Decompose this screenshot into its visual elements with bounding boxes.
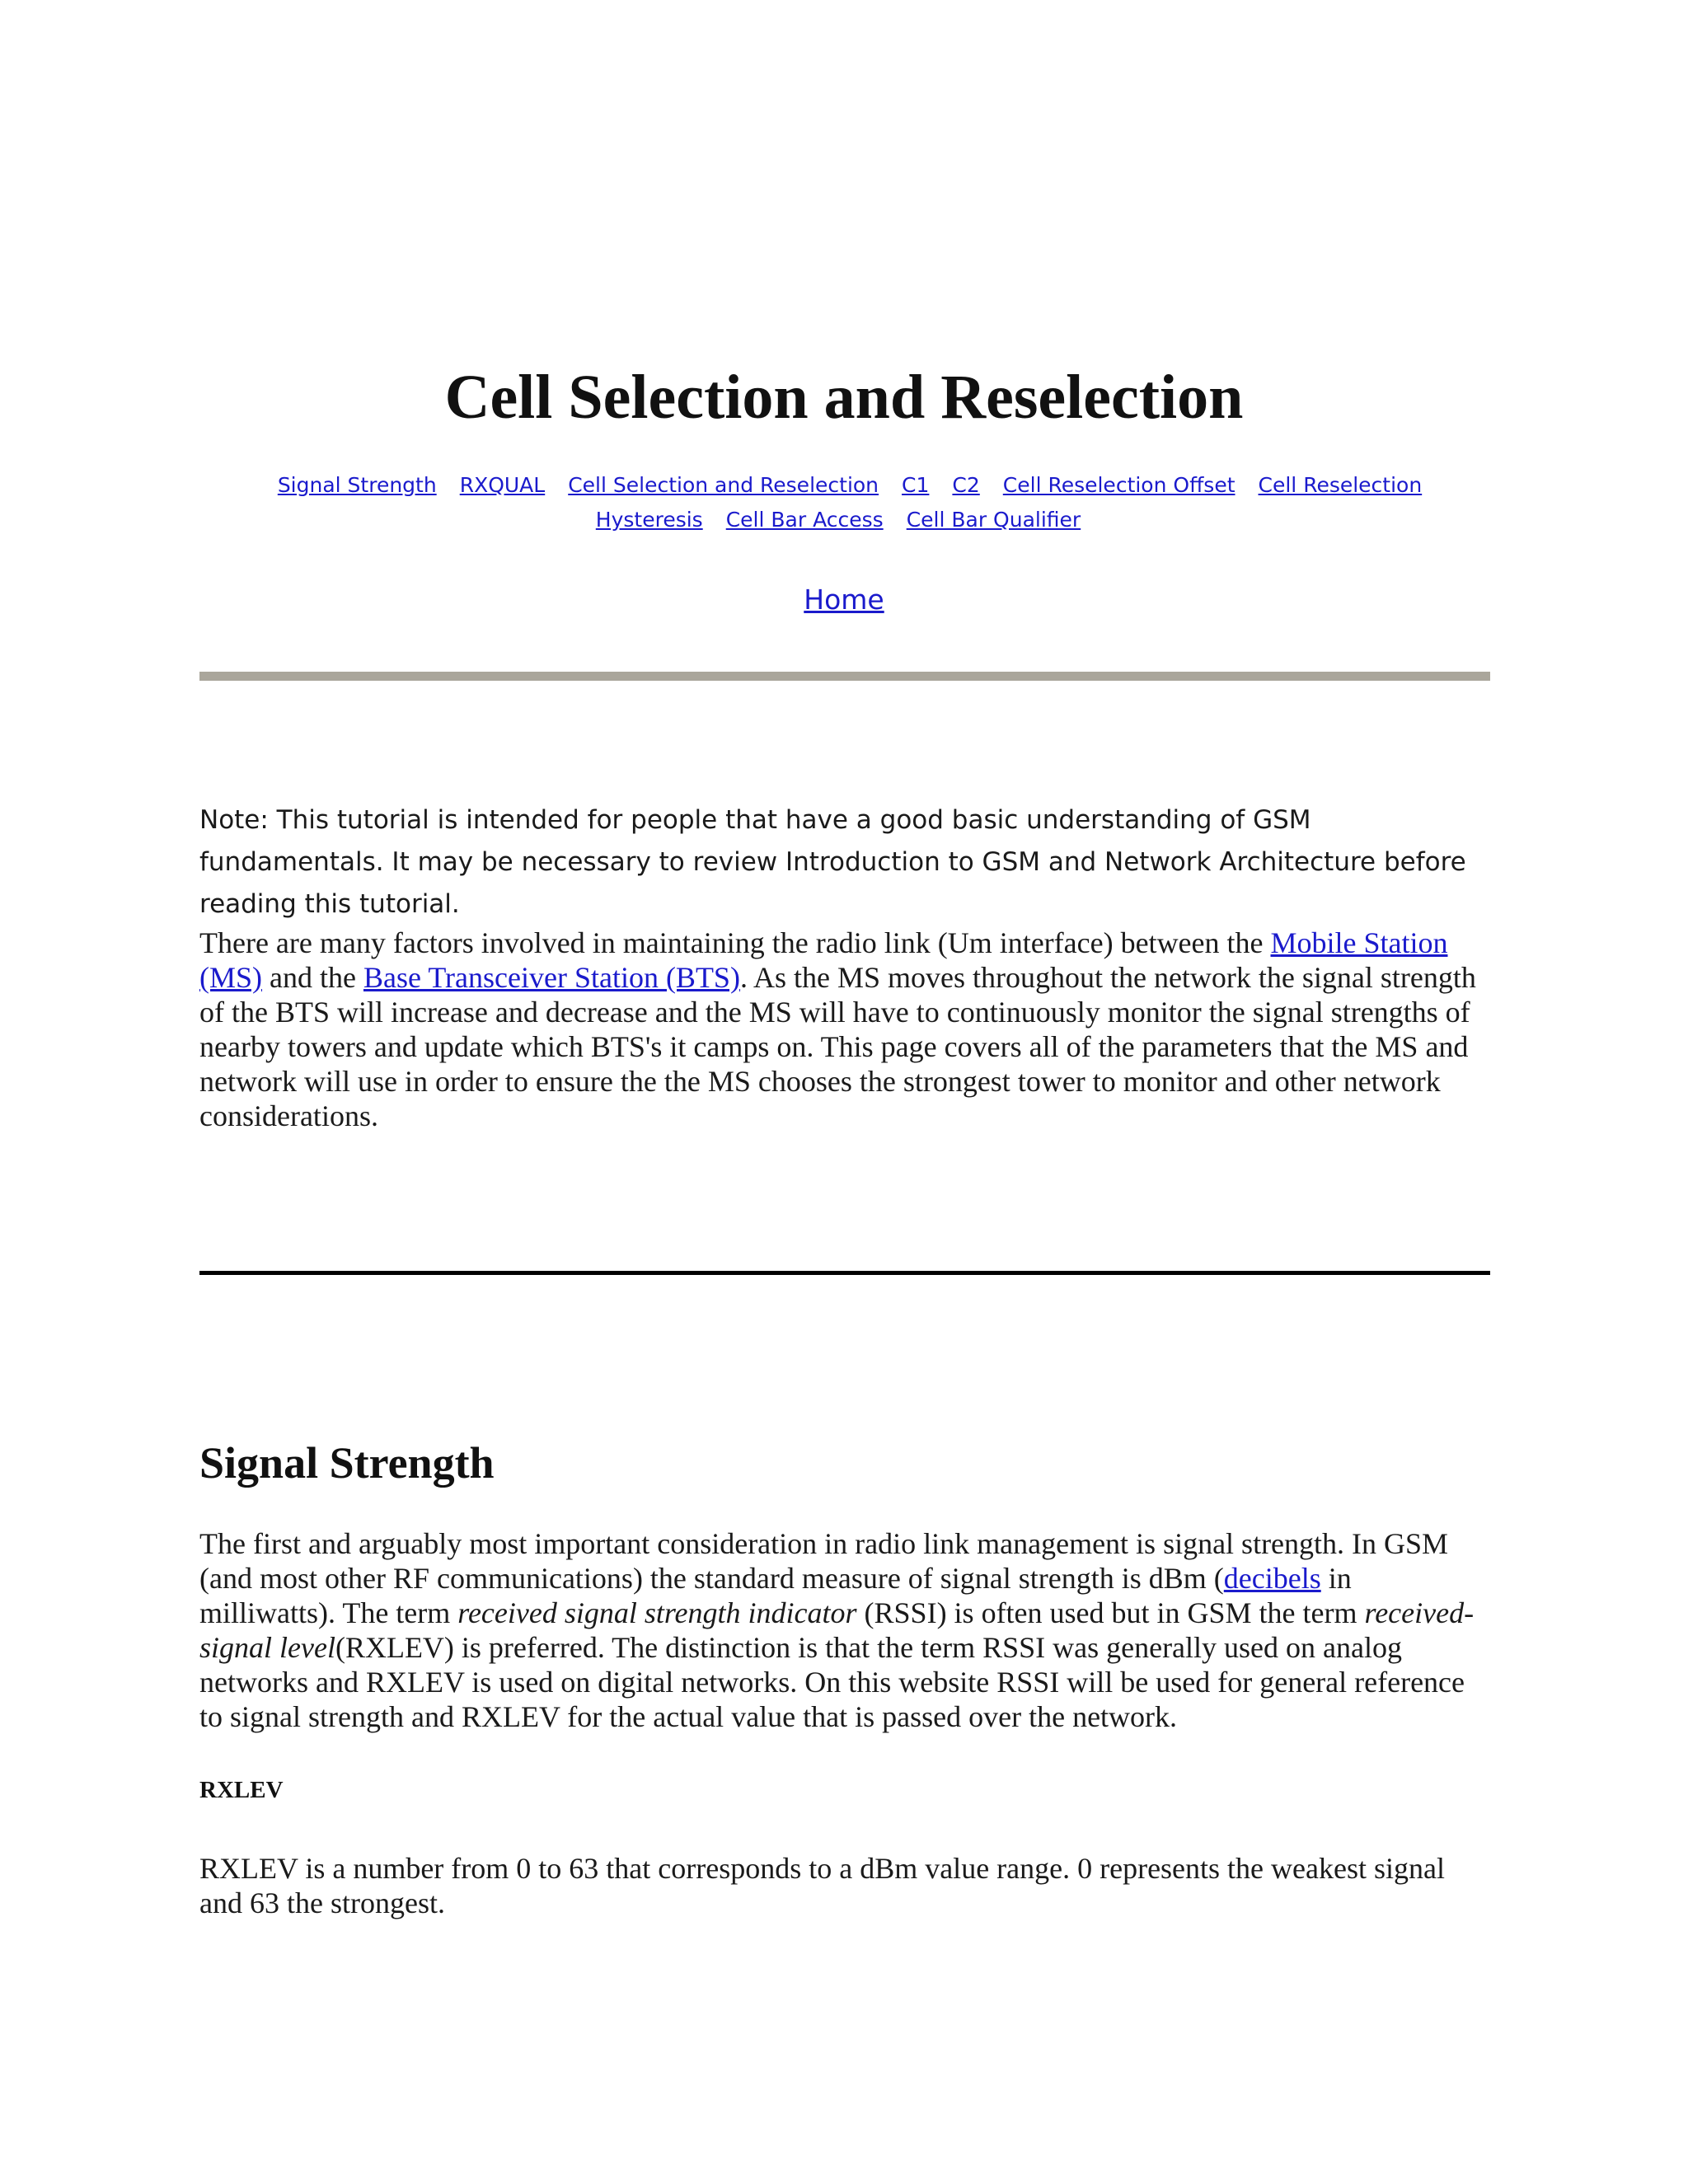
bts-link[interactable]: Base Transceiver Station (BTS) — [363, 961, 740, 994]
nav-link-cell-bar-qualifier[interactable]: Cell Bar Qualifier — [906, 508, 1081, 532]
nav-link-cell-reselection-hysteresis[interactable]: Cell Reselection Hysteresis — [595, 473, 1423, 532]
signal-text: (RSSI) is often used but in GSM the term — [856, 1596, 1365, 1629]
nav-link-cell-selection[interactable]: Cell Selection and Reselection — [568, 473, 879, 497]
decibels-link[interactable]: decibels — [1223, 1562, 1321, 1595]
home-link-wrap — [0, 579, 1688, 621]
nav-link-c1[interactable]: C1 — [902, 473, 930, 497]
nav-link-c2[interactable]: C2 — [952, 473, 980, 497]
section-divider — [199, 1271, 1490, 1275]
intro-text: There are many factors involved in maintaining the radio link (Um interface) between the — [199, 926, 1271, 959]
topic-nav — [247, 468, 1441, 537]
signal-text: in milliwatts). The term — [199, 1562, 1352, 1629]
tutorial-note: Note: This tutorial is intended for people that have a good basic understanding of GSM fundamentals. It may be necessary to review Introduction to GSM and Network Architecture before reading this tutorial. — [199, 805, 1466, 919]
rxlev-heading: RXLEV — [199, 1777, 284, 1803]
intro-paragraph — [199, 926, 1490, 1133]
rxlev-paragraph: RXLEV is a number from 0 to 63 that corresponds to a dBm value range. 0 represents the weakest signal and 63 the strongest. — [199, 1852, 1445, 1919]
intro-text: and the — [262, 961, 363, 994]
rxlev-term: received-signal level — [199, 1596, 1475, 1664]
signal-strength-paragraph — [199, 1526, 1490, 1734]
home-link[interactable]: Home — [804, 583, 884, 616]
nav-link-cell-reselection-offset[interactable]: Cell Reselection Offset — [1002, 473, 1236, 497]
rssi-term: received signal strength indicator — [457, 1596, 857, 1629]
mobile-station-link[interactable]: Mobile Station (MS) — [199, 926, 1448, 994]
nav-link-rxqual[interactable]: RXQUAL — [459, 473, 546, 497]
signal-strength-heading: Signal Strength — [199, 1438, 495, 1488]
intro-text: . As the MS moves throughout the network the signal strength of the BTS will increase and decrease and the MS will have to continuously monitor the signal strengths of nearby towers and update which BTS's it camps on. This page covers all of the parameters that the MS and network will use in order to ensure the the MS chooses the strongest tower to monitor and other network considerations. — [199, 961, 1476, 1132]
signal-text: The first and arguably most important consideration in radio link management is signal strength. In GSM (and most other RF communications) the standard measure of signal strength is dBm ( — [199, 1527, 1449, 1595]
top-divider — [199, 672, 1490, 681]
page-title: Cell Selection and Reselection — [444, 363, 1244, 432]
nav-link-signal-strength[interactable]: Signal Strength — [277, 473, 437, 497]
nav-link-cell-bar-access[interactable]: Cell Bar Access — [725, 508, 884, 532]
signal-text: (RXLEV) is preferred. The distinction is that the term RSSI was generally used on analog networks and RXLEV is used on digital networks. On this website RSSI will be used for general reference to signal strength and RXLEV for the actual value that is passed over the network. — [199, 1631, 1465, 1733]
